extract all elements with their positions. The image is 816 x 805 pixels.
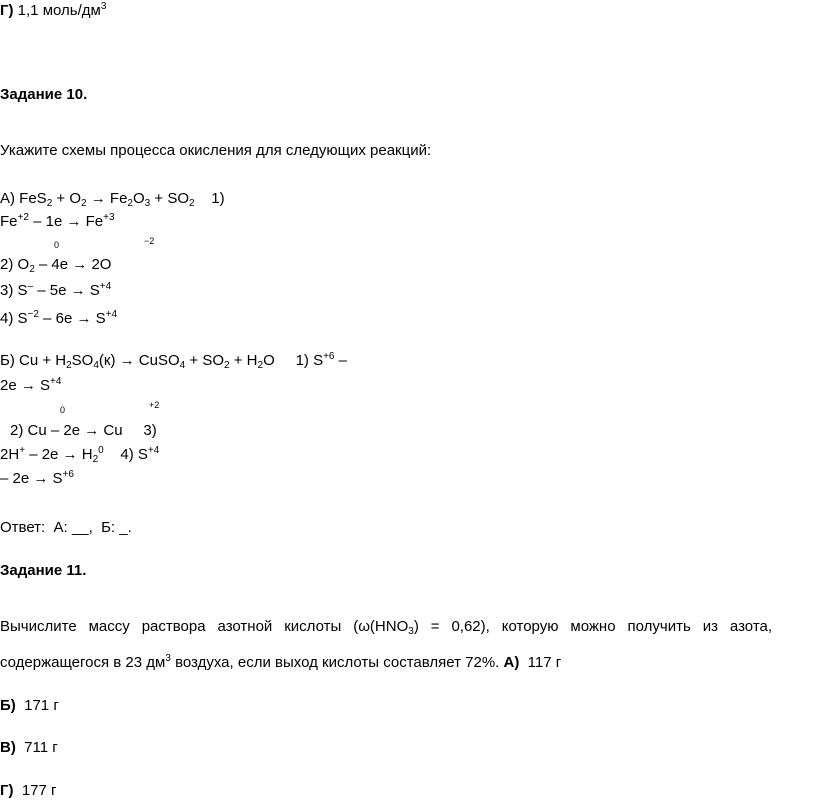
subscript: 4 [179,360,186,371]
reaction-b [0,352,347,372]
word: 0,62), [451,618,490,635]
option-2-o [0,256,111,276]
subscript: 2 [46,198,53,209]
option-value: 1,1 моль/дм [17,2,101,19]
text: + SO [150,190,189,207]
subscript: 2 [92,454,99,465]
option-value: 117 г [527,654,562,671]
superscript: 0 [98,445,104,456]
word: кислоты [284,618,342,635]
word: получить [627,618,691,635]
task11-question-line1 [0,618,772,638]
option-4-s [0,310,117,330]
option-value: 711 г [24,739,58,756]
word: которую [501,618,559,635]
reaction-b-line3: 2) Cu – 2e → Cu 3) [10,422,157,439]
subscript: 2 [224,360,230,371]
superscript: +4 [99,281,112,292]
reaction-b-line5 [0,470,74,490]
superscript: +4 [50,376,62,387]
text: – 1e → Fe [28,213,104,230]
subscript: 2 [81,198,87,209]
subscript: 3 [144,198,151,209]
text: SO [71,352,94,369]
text: Б) Cu + H [0,352,67,369]
task10-title: Задание 10. [0,86,88,103]
text: Fe [0,213,18,230]
subscript: 3 [408,626,414,637]
option-value: 171 г [24,697,59,714]
oxidation-state-plus2: +2 [149,400,160,410]
subscript: 2 [127,198,133,209]
text: 2H [0,446,20,463]
superscript: +4 [147,445,160,456]
text: – [334,352,348,369]
word: массу [88,618,130,635]
text: – 6e → S [38,310,106,327]
option-label: А) [503,654,520,671]
superscript: – [27,281,34,292]
superscript: +2 [17,212,29,223]
subscript: 2 [257,360,264,371]
text: – 4e → 2O [34,256,112,273]
text: 4) S [103,446,148,463]
option-g [0,782,57,800]
option-label: Г) [0,2,14,19]
word: Вычислите [0,618,77,635]
task10-question: Укажите схемы процесса окисления для следующих реакций: [0,142,432,159]
superscript: +6 [62,469,74,480]
text: – 5e → S [33,282,100,299]
option-value: 177 г [21,782,57,799]
text: – 2e → H [25,446,93,463]
option-1-fe [0,213,115,233]
oxidation-state-minus2: −2 [144,236,155,246]
text: + H [229,352,258,369]
superscript: 3 [100,1,107,12]
option-3-s [0,282,111,302]
text: – 2e → S [0,470,63,487]
reaction-b-line2 [0,377,61,397]
word: можно [570,618,616,635]
oxidation-state-0: 0 [54,240,60,250]
text: O [132,190,145,207]
option-label: В) [0,739,16,756]
text: воздуха, если выход кислоты составляет 72%. [170,654,504,671]
reaction-b-line4 [0,446,159,466]
superscript: + [19,445,26,456]
superscript: 3 [165,653,171,664]
text: 1) [194,190,225,207]
task11-question-line2 [0,654,561,674]
option-label: Б) [0,697,16,714]
word: азота, [729,618,773,635]
word: из [702,618,718,635]
text: 3) S [0,282,28,299]
oxidation-state-0: 0 [60,405,66,415]
word: раствора [141,618,206,635]
word: ) [413,618,419,635]
text: → Fe [86,190,128,207]
text: содержащегося в 23 дм [0,654,166,671]
subscript: 2 [29,264,35,275]
answer-line: Ответ: А: __, Б: _. [0,519,132,536]
subscript: 4 [93,360,99,371]
word: (ω(HNO [353,618,409,635]
option-label: Г) [0,782,14,799]
word: = [430,618,440,635]
subscript: 2 [189,198,195,209]
text: А) FeS [0,190,47,207]
text: (к) → CuSO [98,352,180,369]
superscript: −2 [27,309,39,320]
option-v [0,739,58,757]
word: азотной [217,618,273,635]
prev-option-g [0,2,106,22]
text: 4) S [0,310,28,327]
option-b [0,697,59,715]
reaction-a [0,190,225,210]
superscript: +6 [323,351,335,362]
text: + O [52,190,82,207]
text: O 1) S [263,352,324,369]
text: + SO [185,352,225,369]
task11-title: Задание 11. [0,562,87,579]
text: 2e → S [0,377,51,394]
superscript: +3 [103,212,115,223]
superscript: +4 [105,309,118,320]
subscript: 2 [66,360,72,371]
text: 2) O [0,256,30,273]
